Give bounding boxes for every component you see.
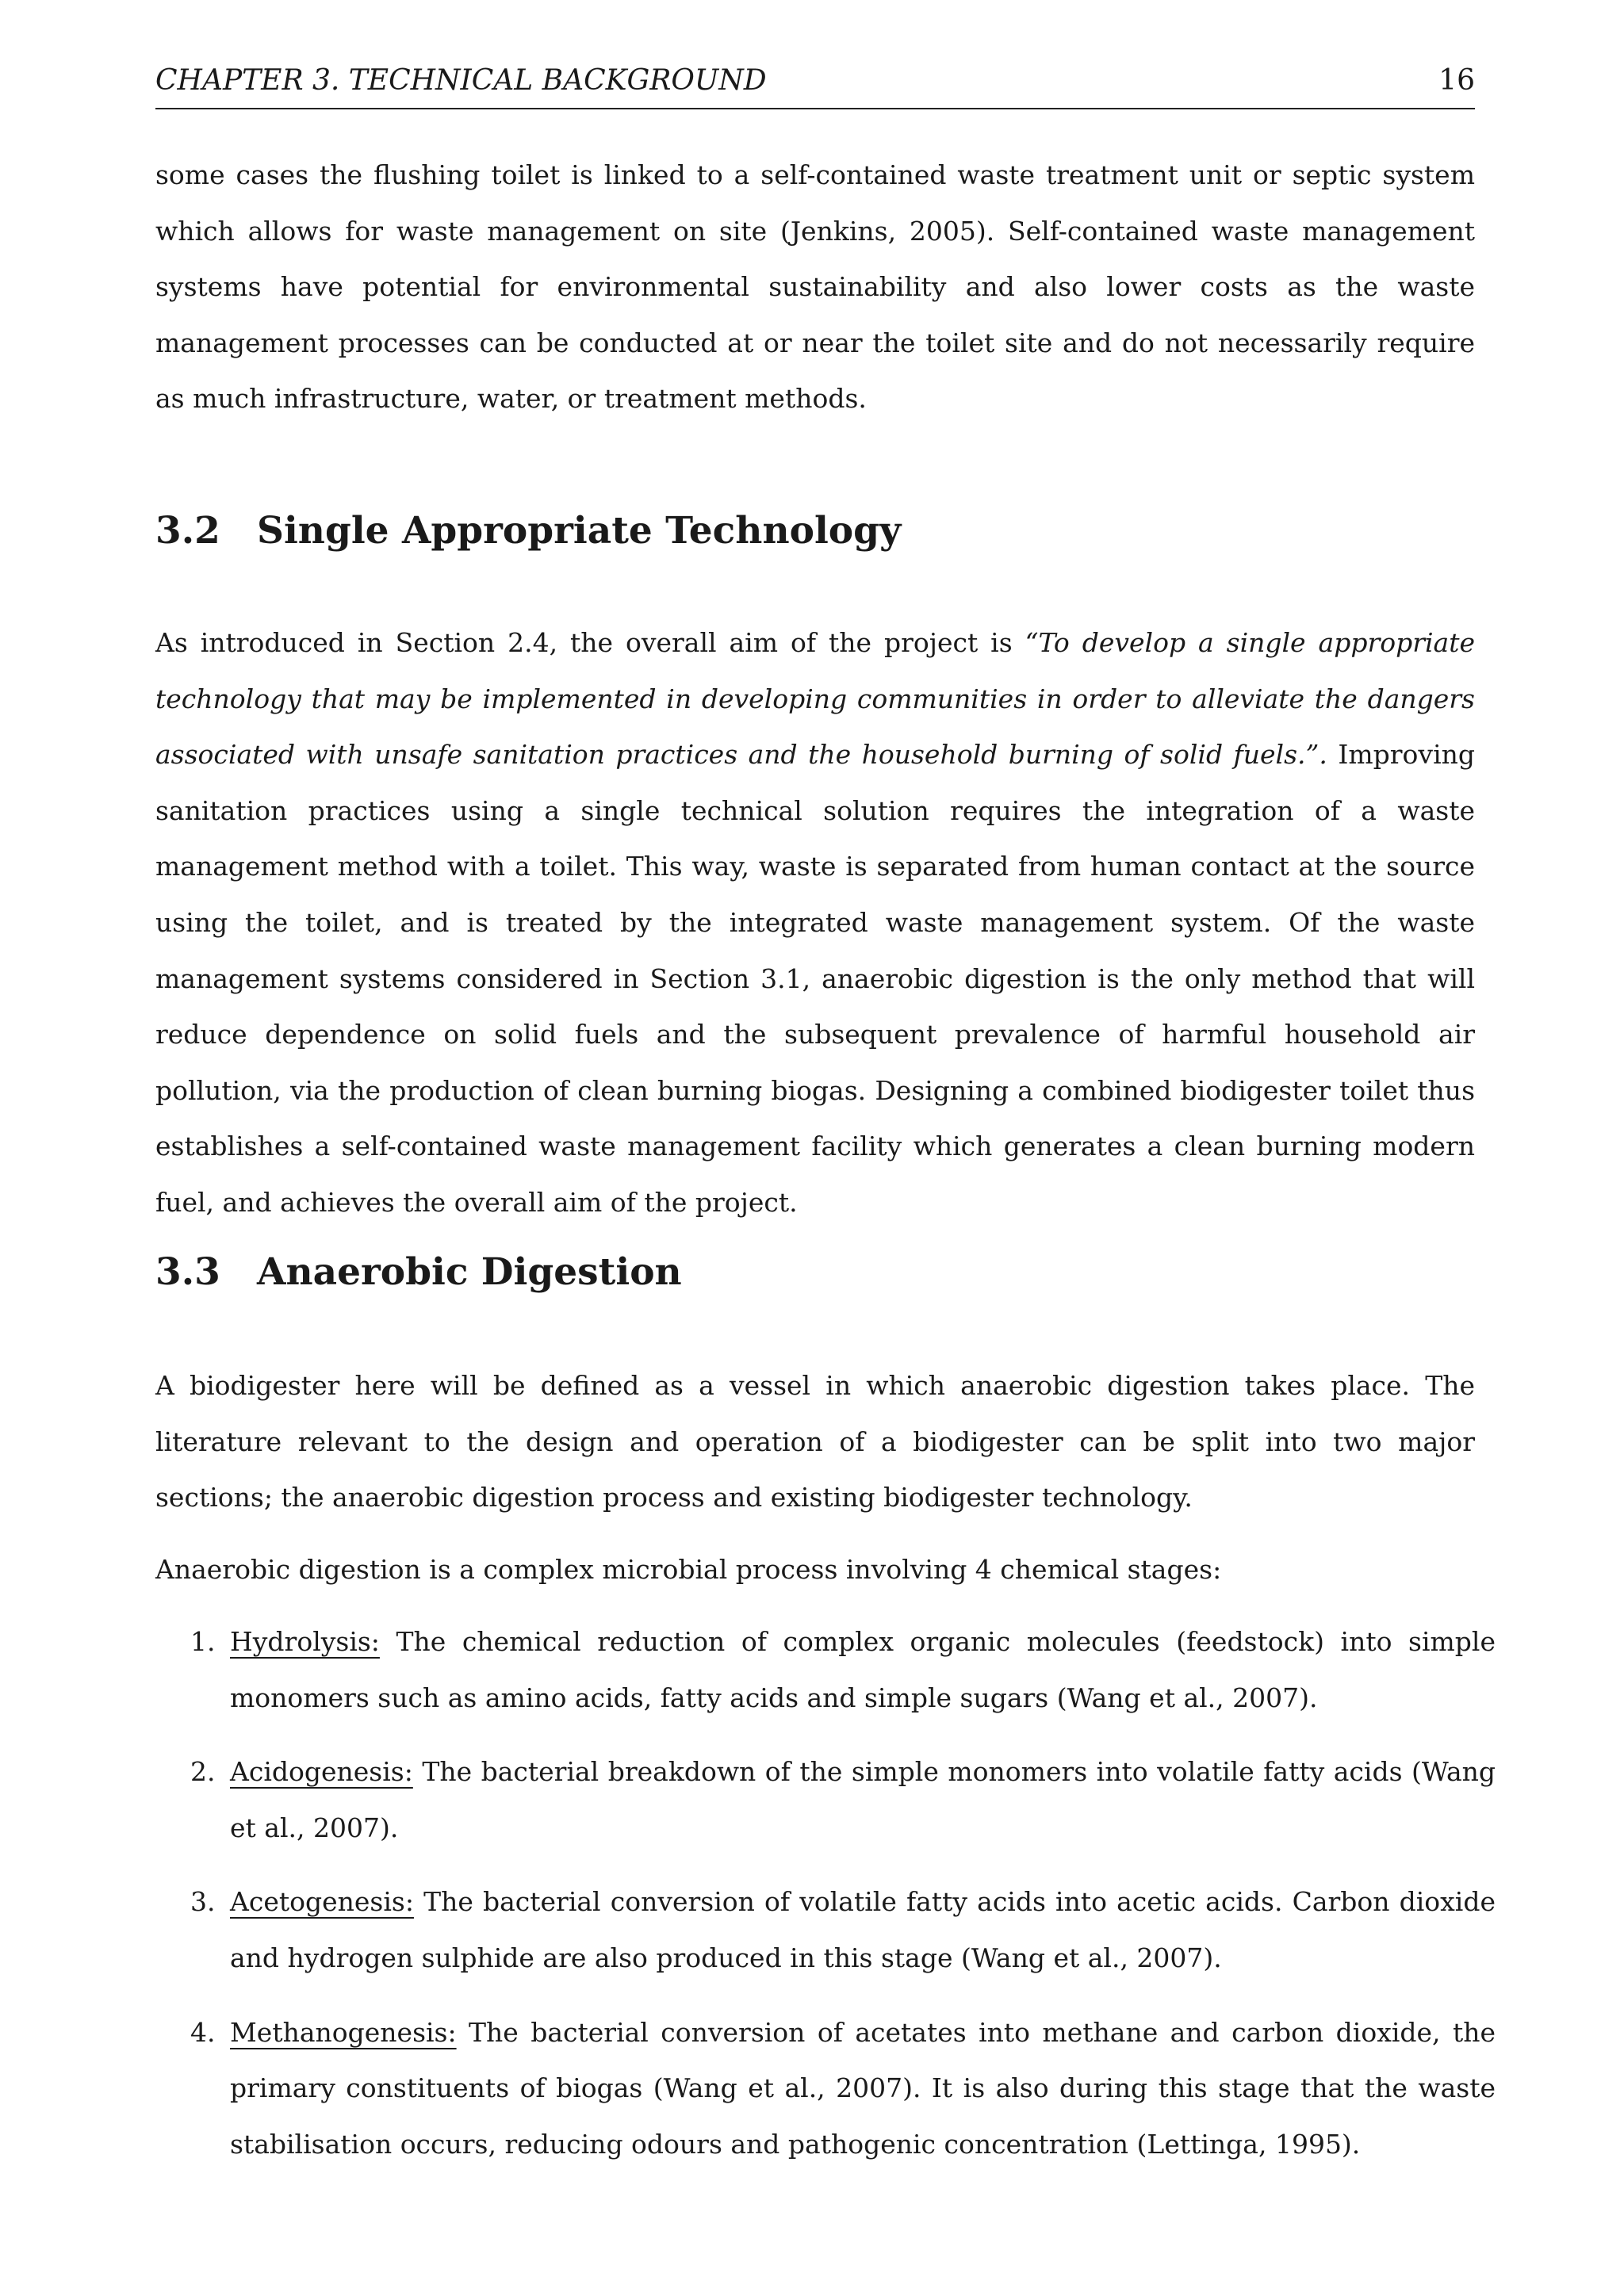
- running-header: [155, 62, 1475, 100]
- section-number: 3.2: [155, 509, 220, 553]
- stage-description: The bacterial conversion of volatile fatty acids into acetic acids. Carbon dioxide and hydrogen sulphide are also produced in this stage (Wang et al., 2007).: [230, 1886, 1496, 1973]
- list-item-text: [230, 1874, 1496, 1986]
- stage-description: The chemical reduction of complex organic molecules (feedstock) into simple monomers such as amino acids, fatty acids and simple sugars (Wang et al., 2007).: [230, 1626, 1496, 1713]
- section-title: Single Appropriate Technology: [257, 509, 902, 553]
- list-item: [155, 1744, 1496, 1856]
- stage-term: Hydrolysis:: [230, 1626, 380, 1657]
- digestion-stages-list: [155, 1614, 1496, 2191]
- list-number: 3.: [190, 1886, 216, 1918]
- chapter-title: CHAPTER 3. TECHNICAL BACKGROUND: [155, 64, 767, 97]
- list-item: [155, 1874, 1496, 1986]
- aim-quote: “To develop a single appropriate technology that may be implemented in developing communities in order to alleviate the dangers associated with unsafe sanitation practices and the household burning of solid fuels.”.: [155, 627, 1475, 771]
- list-item-text: [230, 2005, 1496, 2173]
- list-number: 2.: [190, 1756, 216, 1788]
- list-number: 1.: [190, 1626, 216, 1657]
- stage-term: Methanogenesis:: [230, 2016, 457, 2048]
- biodigester-definition-paragraph: A biodigester here will be defined as a vessel in which anaerobic digestion takes place. The literature relevant to the design and operation of a biodigester can be split into two major sections; the anaerobic digestion process and existing biodigester technology.: [155, 1370, 1475, 1513]
- section-title: Anaerobic Digestion: [257, 1250, 682, 1294]
- stages-intro-paragraph: Anaerobic digestion is a complex microbial process involving 4 chemical stages:: [155, 1554, 1222, 1585]
- section-heading-3-2: [155, 507, 901, 555]
- stage-description: The bacterial breakdown of the simple monomers into volatile fatty acids (Wang et al., 2007).: [230, 1756, 1496, 1843]
- list-item: [155, 1614, 1496, 1726]
- list-item: [155, 2005, 1496, 2173]
- list-item-text: [230, 1744, 1496, 1856]
- section-heading-3-3: [155, 1249, 682, 1296]
- list-number: 4.: [190, 2016, 216, 2048]
- page-number: 16: [1438, 64, 1475, 97]
- stage-description: The bacterial conversion of acetates into methane and carbon dioxide, the primary constituents of biogas (Wang et al., 2007). It is also during this stage that the waste stabilisation occurs, reducing odours and pathogenic concentration (Lettinga, 1995).: [230, 2016, 1496, 2160]
- list-item-text: [230, 1614, 1496, 1726]
- paragraph-rest: Improving sanitation practices using a single technical solution requires the integration of a waste management method with a toilet. This way, waste is separated from human contact at the source using the toilet, and is treated by the integrated waste management system. Of the waste management systems considered in Section 3.1, anaerobic digestion is the only method that will reduce dependence on solid fuels and the subsequent prevalence of harmful household air pollution, via the production of clean burning biogas. Designing a combined biodigester toilet thus establishes a self-contained waste management facility which generates a clean burning modern fuel, and achieves the overall aim of the project.: [155, 739, 1476, 1218]
- section-number: 3.3: [155, 1250, 220, 1294]
- paragraph-lead: As introduced in Section 2.4, the overall aim of the project is: [155, 627, 1025, 658]
- header-rule: [155, 108, 1475, 109]
- stage-term: Acidogenesis:: [230, 1756, 413, 1788]
- intro-paragraph: some cases the flushing toilet is linked to a self-contained waste treatment unit or septic system which allows for waste management on site (Jenkins, 2005). Self-contained waste management systems have potential for environmental sustainability and also lower costs as the waste management processes can be conducted at or near the toilet site and do not necessarily require as much infrastructure, water, or treatment methods.: [155, 159, 1475, 415]
- section-3-2-paragraph: [155, 615, 1475, 1231]
- stage-term: Acetogenesis:: [230, 1886, 414, 1918]
